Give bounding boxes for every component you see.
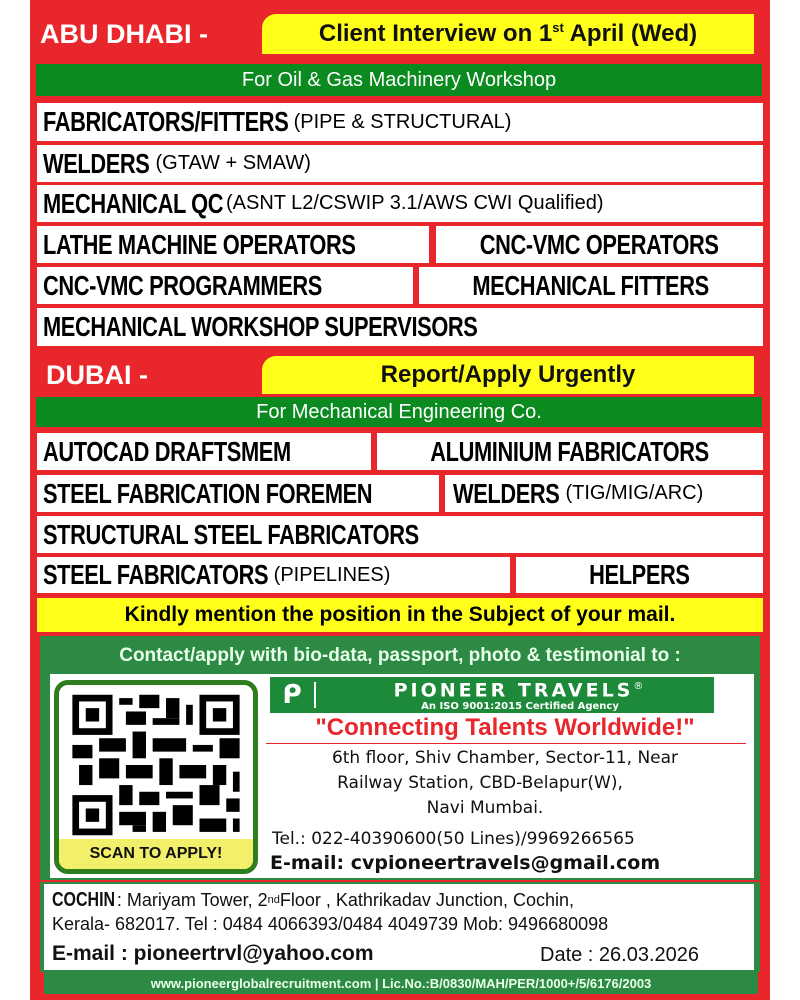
subject-notice: Kindly mention the position in the Subject of your mail.: [37, 598, 763, 632]
city-abu-dhabi: ABU DHABI -: [40, 18, 208, 49]
job-row: [37, 433, 371, 470]
company-logo-bar: [270, 677, 714, 713]
job-title: MECHANICAL WORKSHOP SUPERVISORS: [43, 311, 478, 342]
cochin-sup: nd: [267, 894, 280, 906]
job-detail: (ASNT L2/CSWIP 3.1/AWS CWI Qualified): [225, 192, 604, 214]
job-title: CNC-VMC PROGRAMMERS: [43, 269, 322, 301]
job-detail: (TIG/MIG/ARC): [565, 482, 704, 504]
job-row: [37, 308, 763, 346]
address-line: 6th floor, Shiv Chamber, Sector-11, Near: [331, 748, 679, 768]
job-row: [419, 267, 763, 304]
job-row: [37, 557, 510, 593]
urgent-banner: Report/Apply Urgently: [262, 356, 754, 394]
job-row: [37, 226, 429, 263]
job-row: [516, 557, 763, 593]
sector-oil-gas: For Oil & Gas Machinery Workshop: [36, 64, 762, 96]
notice-date: Date : 26.03.2026: [540, 944, 700, 966]
cochin-email[interactable]: E-mail : pioneertrvl@yahoo.com: [52, 942, 374, 965]
job-title: HELPERS: [589, 559, 690, 590]
job-row: [377, 433, 763, 470]
job-row: [37, 475, 439, 512]
job-detail: (PIPE & STRUCTURAL): [293, 110, 512, 133]
address-line: Railway Station, CBD-Belapur(W),: [337, 773, 623, 793]
company-name: PIONEER TRAVELS: [393, 679, 634, 702]
cochin-text: : Mariyam Tower, 2: [116, 889, 268, 910]
job-title: LATHE MACHINE OPERATORS: [43, 228, 356, 260]
job-title: STRUCTURAL STEEL FABRICATORS: [43, 518, 419, 550]
sector-mechanical: For Mechanical Engineering Co.: [36, 397, 762, 427]
contact-heading: Contact/apply with bio-data, passport, photo & testimonial to :: [119, 645, 681, 666]
registered-mark: ®: [633, 681, 647, 693]
job-title: WELDERS: [43, 147, 150, 179]
qr-code-icon[interactable]: [59, 691, 253, 839]
mumbai-tel: Tel.: 022-40390600(50 Lines)/9969266565: [272, 829, 635, 849]
iso-certification: An ISO 9001:2015 Certified Agency: [421, 700, 619, 712]
job-title: CNC-VMC OPERATORS: [480, 228, 719, 260]
job-title: STEEL FABRICATORS: [43, 559, 269, 590]
website-license-footer[interactable]: www.pioneerglobalrecruitment.com | Lic.No.:B/0830/MAH/PER/1000+/5/6176/2003: [44, 972, 758, 994]
job-detail: (PIPELINES): [273, 563, 391, 586]
job-title: ALUMINIUM FABRICATORS: [430, 435, 710, 467]
city-dubai: DUBAI -: [46, 359, 148, 390]
mumbai-email[interactable]: E-mail: cvpioneertravels@gmail.com: [270, 852, 661, 874]
interview-banner: [262, 14, 754, 54]
job-row: [37, 103, 763, 141]
cochin-label: COCHIN: [52, 888, 116, 911]
job-row: [37, 267, 413, 304]
job-title: MECHANICAL QC: [43, 187, 224, 219]
tagline: "Connecting Talents Worldwide!": [315, 714, 695, 741]
job-row: [37, 145, 763, 182]
job-title: AUTOCAD DRAFTSMEM: [43, 435, 291, 467]
job-title: FABRICATORS/FITTERS: [43, 106, 289, 137]
banner-text: Client Interview on 1st April (Wed): [318, 20, 698, 47]
tagline-underline: [266, 743, 746, 744]
logo-divider: [314, 682, 316, 708]
job-detail: (GTAW + SMAW): [155, 152, 311, 174]
job-title: STEEL FABRICATION FOREMEN: [43, 477, 373, 509]
cochin-address-line2: Kerala- 682017. Tel : 0484 4066393/0484 4049739 Mob: 9496680098: [52, 914, 609, 934]
cochin-address-line1: [52, 886, 574, 914]
job-row: [445, 475, 763, 512]
job-row: [37, 516, 763, 553]
scan-to-apply-label: SCAN TO APPLY!: [59, 839, 253, 869]
job-row: [37, 185, 763, 222]
job-row: [436, 226, 763, 263]
job-title: MECHANICAL FITTERS: [472, 269, 710, 301]
address-line: Navi Mumbai.: [426, 798, 544, 818]
mumbai-address: [270, 746, 740, 821]
cochin-text: Floor , Kathrikadav Junction, Cochin,: [279, 889, 575, 910]
job-title: WELDERS: [453, 477, 560, 509]
pioneer-logo-icon: ᑭ: [282, 680, 302, 710]
qr-card[interactable]: [54, 680, 258, 874]
